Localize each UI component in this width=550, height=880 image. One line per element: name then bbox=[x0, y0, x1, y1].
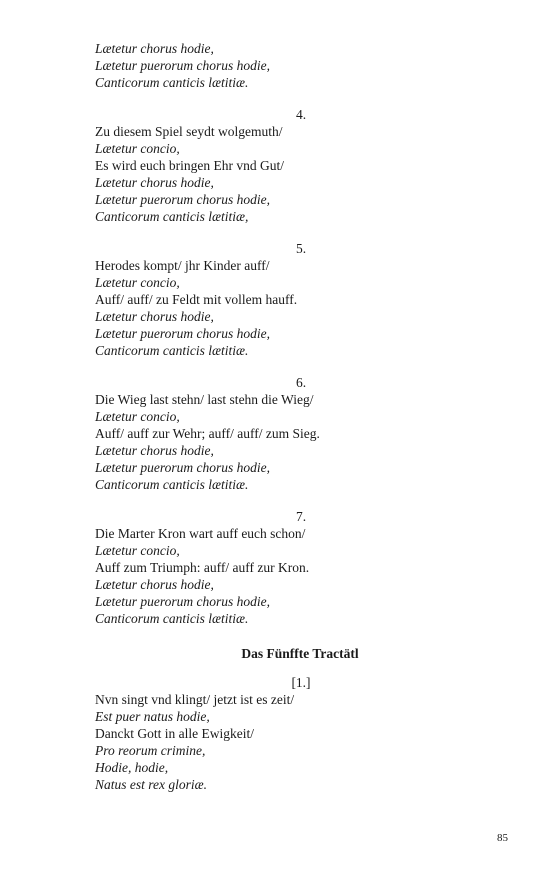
verse-line: Auff zum Triumph: auff/ auff zur Kron. bbox=[95, 560, 310, 575]
verse-line: Lætetur puerorum chorus hodie, bbox=[95, 460, 270, 475]
verse-line: Danckt Gott in alle Ewigkeit/ bbox=[95, 726, 254, 741]
verse-line: Nvn singt vnd klingt/ jetzt ist es zeit/ bbox=[95, 692, 295, 707]
verse-line: Lætetur puerorum chorus hodie, bbox=[95, 192, 270, 207]
verse-line: Auff/ auff/ zu Feldt mit vollem hauff. bbox=[95, 292, 298, 307]
verse-line: Auff/ auff zur Wehr; auff/ auff/ zum Sieg. bbox=[95, 426, 320, 441]
verse-line: Lætetur concio, bbox=[95, 543, 180, 558]
verse-line: Canticorum canticis lætitiæ. bbox=[95, 75, 249, 90]
verse-line: Lætetur concio, bbox=[95, 141, 180, 156]
verse-line: Lætetur puerorum chorus hodie, bbox=[95, 58, 270, 73]
verse-line: Hodie, hodie, bbox=[95, 760, 169, 775]
stanza-4 bbox=[95, 106, 505, 225]
stanza-6 bbox=[95, 374, 505, 493]
verse-line: Canticorum canticis lætitiæ. bbox=[95, 343, 249, 358]
verse-line: Lætetur chorus hodie, bbox=[95, 309, 214, 324]
verse-line: Die Wieg last stehn/ last stehn die Wieg/ bbox=[95, 392, 314, 407]
section-stanza-1 bbox=[95, 674, 505, 793]
verse-line: Es wird euch bringen Ehr vnd Gut/ bbox=[95, 158, 284, 173]
verse-line: Lætetur chorus hodie, bbox=[95, 443, 214, 458]
stanza-number: 4. bbox=[295, 107, 307, 122]
stanza-number: 7. bbox=[295, 509, 307, 524]
verse-line: Die Marter Kron wart auff euch schon/ bbox=[95, 526, 306, 541]
verse-line: Lætetur puerorum chorus hodie, bbox=[95, 594, 270, 609]
page-number: 85 bbox=[497, 832, 508, 844]
verse-line: Canticorum canticis lætitiæ. bbox=[95, 611, 249, 626]
page-body bbox=[95, 40, 505, 793]
verse-line: Lætetur chorus hodie, bbox=[95, 41, 214, 56]
verse-line: Zu diesem Spiel seydt wolgemuth/ bbox=[95, 124, 283, 139]
stanza-top bbox=[95, 40, 505, 91]
section-heading: Das Fünffte Tractätl bbox=[241, 646, 359, 661]
stanza-number: 6. bbox=[295, 375, 307, 390]
verse-line: Canticorum canticis lætitiæ. bbox=[95, 477, 249, 492]
verse-line: Est puer natus hodie, bbox=[95, 709, 210, 724]
verse-line: Canticorum canticis lætitiæ, bbox=[95, 209, 249, 224]
stanza-7 bbox=[95, 508, 505, 627]
verse-line: Lætetur chorus hodie, bbox=[95, 175, 214, 190]
verse-line: Lætetur concio, bbox=[95, 275, 180, 290]
verse-line: Herodes kompt/ jhr Kinder auff/ bbox=[95, 258, 270, 273]
stanza-5 bbox=[95, 240, 505, 359]
verse-line: Pro reorum crimine, bbox=[95, 743, 206, 758]
stanza-number: [1.] bbox=[291, 675, 311, 690]
verse-line: Natus est rex gloriæ. bbox=[95, 777, 208, 792]
verse-line: Lætetur puerorum chorus hodie, bbox=[95, 326, 270, 341]
verse-line: Lætetur chorus hodie, bbox=[95, 577, 214, 592]
stanza-number: 5. bbox=[295, 241, 307, 256]
verse-line: Lætetur concio, bbox=[95, 409, 180, 424]
